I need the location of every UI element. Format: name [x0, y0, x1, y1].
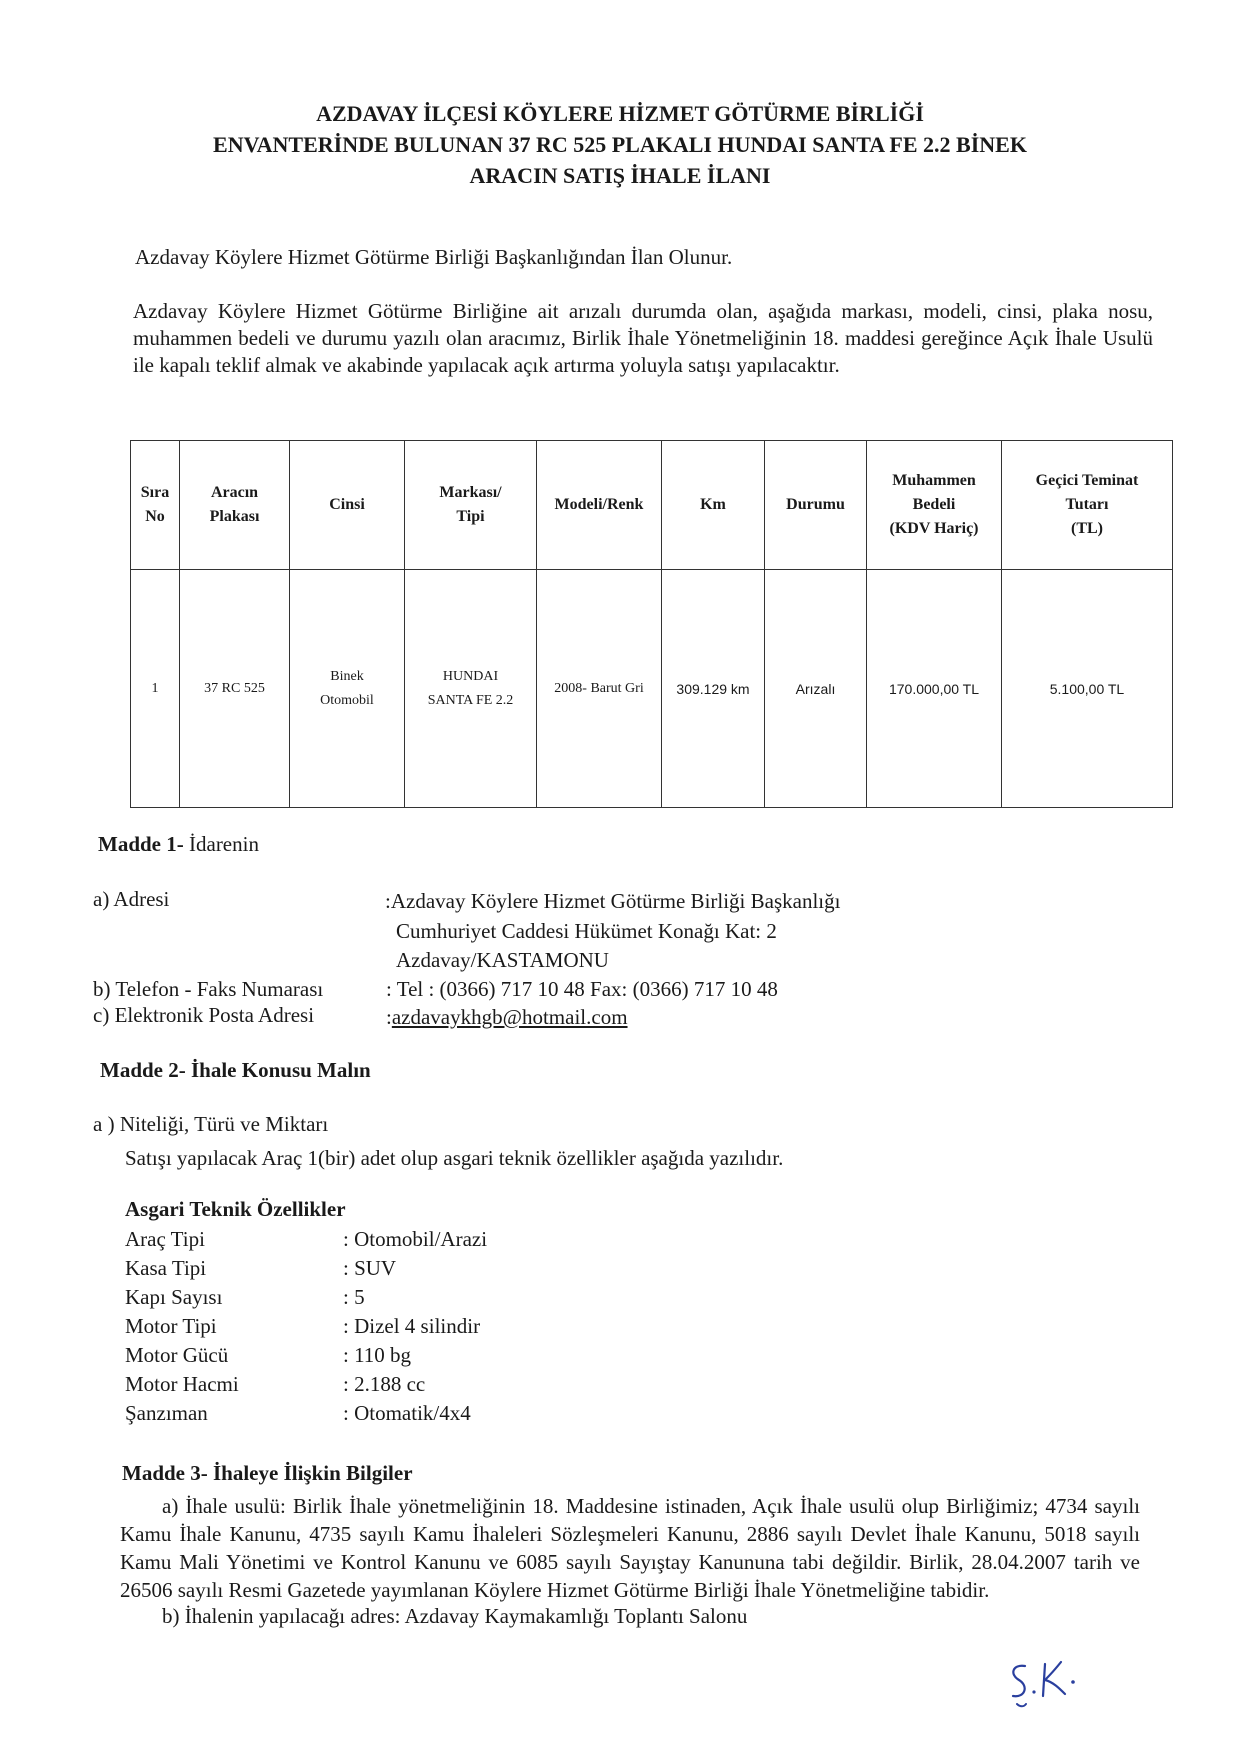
header-line: (KDV Hariç) [889, 520, 979, 537]
spec-value: : 5 [343, 1285, 365, 1309]
header-km [662, 441, 765, 570]
spec-key: Şanzıman [125, 1401, 208, 1425]
title-line-2: ENVANTERİNDE BULUNAN 37 RC 525 PLAKALI HUNDAI SANTA FE 2.2 BİNEK [213, 132, 1027, 157]
spec-key: Kasa Tipi [125, 1256, 207, 1280]
spec-row [125, 1314, 725, 1343]
cell-sira: 1 [131, 570, 180, 808]
spec-row [125, 1285, 725, 1314]
header-teminat [1002, 441, 1173, 570]
spec-key: Araç Tipi [125, 1227, 205, 1251]
header-line: Km [700, 496, 726, 513]
document-title [120, 98, 1120, 191]
cell-km: 309.129 km [662, 570, 765, 808]
address-line-3: Azdavay/KASTAMONU [396, 948, 609, 972]
header-line: Cinsi [329, 496, 365, 513]
vehicle-table [130, 440, 1173, 808]
header-line: Geçici Teminat [1035, 472, 1139, 489]
header-plaka [180, 441, 290, 570]
phone-value: : Tel : (0366) 717 10 48 Fax: (0366) 717 10 48 [386, 977, 778, 1001]
spec-row [125, 1401, 725, 1430]
spec-key: Kapı Sayısı [125, 1285, 223, 1309]
madde3-b-text: b) İhalenin yapılacağı adres: Azdavay Kaymakamlığı Toplantı Salonu [162, 1604, 748, 1628]
spec-row [125, 1227, 725, 1256]
cell-cinsi [290, 570, 405, 808]
spec-value: : Otomobil/Arazi [343, 1227, 488, 1251]
spec-row [125, 1343, 725, 1372]
spec-row [125, 1256, 725, 1285]
spec-key: Motor Tipi [125, 1314, 217, 1338]
address-line-1: :Azdavay Köylere Hizmet Götürme Birliği Başkanlığı [385, 889, 841, 913]
header-line: (TL) [1071, 520, 1103, 537]
intro-paragraph: Azdavay Köylere Hizmet Götürme Birliğine ait arızalı durumda olan, aşağıda markası, modeli, cinsi, plaka nosu, muhammen bedeli ve durumu yazılı olan aracımız, Birlik İhale Yönetmeliğinin 18. maddesi gereğince Açık İhale Usulü ile kapalı teklif almak ve akabinde yapılacak açık artırma yoluyla satışı yapılacaktır. [133, 299, 1153, 377]
email-field [386, 1005, 628, 1030]
cell-teminat: 5.100,00 TL [1002, 570, 1173, 808]
email-label: c) Elektronik Posta Adresi [93, 1003, 315, 1027]
title-line-1: AZDAVAY İLÇESİ KÖYLERE HİZMET GÖTÜRME BİRLİĞİ [316, 101, 924, 126]
spec-value: : 110 bg [343, 1343, 412, 1367]
spec-value: : 2.188 cc [343, 1372, 426, 1396]
header-cinsi [290, 441, 405, 570]
signature-icon [1003, 1652, 1093, 1712]
madde3-heading [122, 1461, 413, 1486]
cell-bedel: 170.000,00 TL [867, 570, 1002, 808]
email-link[interactable]: azdavaykhgb@hotmail.com [391, 1005, 628, 1029]
madde1-heading [98, 832, 259, 857]
madde2-title: Madde 2- İhale Konusu Malın [100, 1058, 371, 1082]
header-model [537, 441, 662, 570]
title-line-3: ARACIN SATIŞ İHALE İLANI [469, 163, 771, 188]
header-line: Muhammen [892, 472, 976, 489]
table-row [131, 570, 1173, 808]
spec-value: : SUV [343, 1256, 397, 1280]
header-line: Markası/ [439, 484, 502, 501]
header-line: No [145, 508, 165, 525]
spec-value: : Otomatik/4x4 [343, 1401, 471, 1425]
spec-value: : Dizel 4 silindir [343, 1314, 481, 1338]
phone-label: b) Telefon - Faks Numarası [93, 977, 324, 1001]
header-line: Durumu [786, 496, 845, 513]
madde3-title: Madde 3- İhaleye İlişkin Bilgiler [122, 1461, 413, 1485]
cell-line: Binek [330, 668, 364, 684]
header-durum [765, 441, 867, 570]
spec-key: Motor Hacmi [125, 1372, 239, 1396]
spec-row [125, 1372, 725, 1401]
madde2-a-label: a ) Niteliği, Türü ve Miktarı [93, 1112, 329, 1136]
madde3-a-text: a) İhale usulü: Birlik İhale yönetmeliğinin 18. Maddesine istinaden, Açık İhale usulü olup Birliğimiz; 4734 sayılı Kamu İhale Kanunu, 4735 sayılı Kamu İhaleleri Sözleşmeleri Kanunu, 2886 sayılı Devlet İhale Kanunu, 5018 sayılı Kamu Mali Yönetimi ve Kontrol Kanunu ve 6085 sayılı Sayıştay Kanununa tabi değildir. Birlik, 28.04.2007 tarih ve 26506 sayılı Resmi Gazetede yayımlanan Köylere Hizmet Götürme Birliği İhale Yönetmeliğine tabidir. [120, 1494, 1140, 1602]
header-line: Sıra [140, 484, 170, 501]
header-marka [405, 441, 537, 570]
cell-durum: Arızalı [765, 570, 867, 808]
header-sira [131, 441, 180, 570]
handwritten-initials [1003, 1652, 1093, 1717]
cell-line: Otomobil [320, 692, 374, 708]
intro-announcement: Azdavay Köylere Hizmet Götürme Birliği Başkanlığından İlan Olunur. [135, 245, 733, 269]
header-line: Tutarı [1065, 496, 1109, 513]
table-header-row [131, 441, 1173, 570]
address-line-2: Cumhuriyet Caddesi Hükümet Konağı Kat: 2 [396, 919, 777, 943]
madde2-heading [100, 1058, 371, 1083]
header-line: Aracın [210, 484, 259, 501]
madde2-a-text: Satışı yapılacak Araç 1(bir) adet olup asgari teknik özellikler aşağıda yazılıdır. [125, 1146, 784, 1170]
madde1-title: İdarenin [189, 832, 259, 856]
spec-key: Motor Gücü [125, 1343, 229, 1367]
cell-line: SANTA FE 2.2 [427, 692, 514, 708]
cell-line: HUNDAI [442, 668, 499, 684]
header-line: Plakası [209, 508, 260, 525]
header-bedel [867, 441, 1002, 570]
header-line: Tipi [456, 508, 485, 525]
header-line: Bedeli [912, 496, 956, 513]
email-colon: : [386, 1005, 392, 1029]
cell-plaka: 37 RC 525 [180, 570, 290, 808]
cell-marka [405, 570, 537, 808]
address-label: a) Adresi [93, 887, 170, 911]
spec-title: Asgari Teknik Özellikler [125, 1197, 346, 1221]
madde1-number: Madde 1- [98, 832, 184, 856]
cell-model: 2008- Barut Gri [537, 570, 662, 808]
header-line: Modeli/Renk [554, 496, 644, 513]
